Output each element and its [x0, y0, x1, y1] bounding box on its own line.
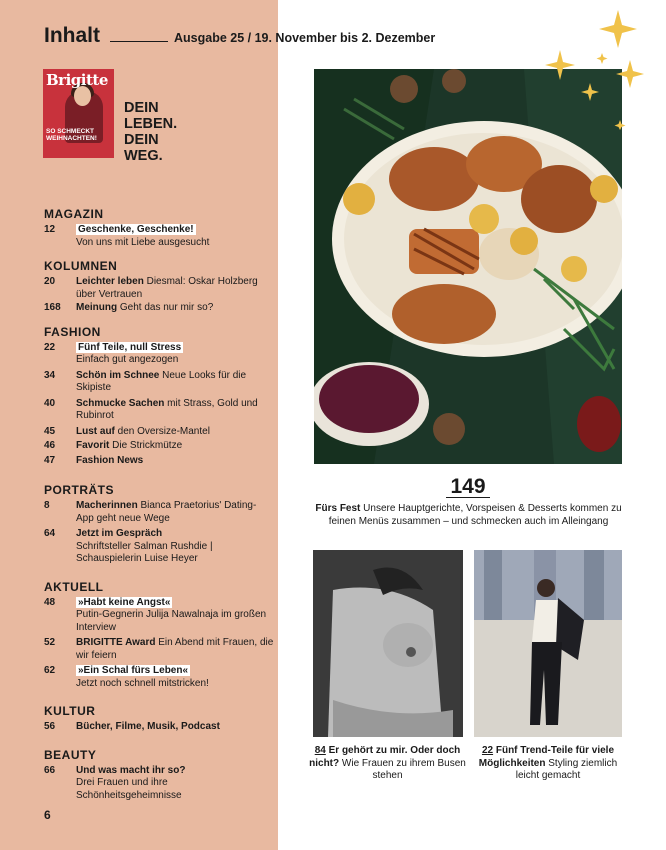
table-of-contents [44, 207, 274, 812]
entry-page: 45 [44, 425, 56, 437]
header-rule [110, 41, 168, 42]
slogan-line: LEBEN. [124, 115, 178, 132]
entry-text: Ein Abend mit Frauen, die wir feiern [76, 637, 274, 661]
entry-lead: Schön im Schnee [76, 369, 160, 381]
toc-entry[interactable] [44, 597, 274, 635]
entry-text: Diesmal: Oskar Holzberg über Vertrauen [76, 276, 258, 300]
entry-page: 66 [44, 764, 56, 776]
entry-text: Jetzt noch schnell mitstricken! [76, 677, 209, 689]
teaser-page: 22 [481, 745, 494, 756]
slogan-line: DEIN [124, 100, 159, 116]
section-title: KOLUMNEN [44, 259, 118, 273]
section-title: FASHION [44, 324, 101, 339]
entry-lead: Und was macht ihr so? [76, 764, 186, 776]
feature-description: Unsere Hauptgerichte, Vorspeisen & Desserts kommen zu feinen Menüs zusammen – und schmecken auch im Alleingang [328, 503, 622, 527]
toc-entry[interactable] [44, 302, 274, 315]
toc-entry[interactable] [44, 500, 274, 525]
entry-page: 46 [44, 440, 56, 451]
section-magazin [44, 207, 274, 249]
bw-photo-illustration [313, 550, 463, 737]
entry-page: 48 [44, 596, 56, 608]
toc-entry[interactable] [44, 370, 274, 395]
toc-entry[interactable] [44, 528, 274, 566]
entry-lead: Bücher, Filme, Musik, Podcast [76, 721, 220, 732]
page-number: 6 [44, 808, 51, 822]
teaser-text: Styling ziemlich leicht gemacht [515, 757, 618, 781]
section-title: AKTUELL [44, 579, 104, 594]
entry-lead: Jetzt im Gespräch [76, 528, 163, 539]
teaser-photo-portrait-bw[interactable] [313, 550, 463, 737]
section-aktuell [44, 580, 274, 691]
entry-page: 64 [44, 528, 56, 539]
page-header [44, 24, 464, 54]
entry-text: Neue Looks für die Skipiste [76, 369, 247, 393]
section-title: MAGAZIN [44, 207, 104, 221]
section-beauty [44, 748, 274, 803]
feature-page-number[interactable]: 149 [450, 475, 486, 498]
entry-lead: »Habt keine Angst« [78, 596, 171, 608]
entry-page: 34 [44, 369, 56, 381]
teaser-lead: Er gehört zu mir. Oder doch nicht? [309, 745, 461, 769]
feature-teaser[interactable] [306, 503, 631, 528]
slogan [124, 101, 177, 165]
section-kolumnen [44, 259, 274, 315]
issue-info: Ausgabe 25 / 19. November bis 2. Dezember [174, 31, 436, 45]
entry-text: Geht das nur mir so? [119, 302, 214, 313]
magazine-cover-thumbnail[interactable] [43, 69, 114, 158]
toc-entry[interactable] [44, 455, 274, 468]
entry-text: Einfach gut angezogen [76, 354, 179, 365]
toc-entry[interactable] [44, 637, 274, 662]
toc-entry[interactable] [44, 276, 274, 301]
slogan-line: DEIN [124, 131, 159, 148]
cover-model-face [74, 86, 91, 106]
entry-page: 40 [44, 397, 56, 409]
teaser-text: Wie Frauen zu ihrem Busen stehen [341, 757, 466, 781]
entry-lead: Schmucke Sachen [76, 397, 165, 409]
toc-entry[interactable] [44, 721, 274, 734]
entry-lead: Fashion News [76, 454, 144, 466]
page-title: Inhalt [44, 24, 100, 47]
entry-page: 22 [44, 341, 56, 353]
toc-entry[interactable] [44, 398, 274, 423]
entry-lead: Geschenke, Geschenke! [78, 224, 194, 235]
fashion-photo-illustration [474, 550, 622, 737]
toc-entry[interactable] [44, 426, 274, 439]
cover-headline: SO SCHMECKT WEIHNACHTEN! [46, 128, 97, 142]
toc-entry[interactable] [44, 224, 274, 249]
toc-entry[interactable] [44, 765, 274, 803]
entry-text: den Oversize-Mantel [117, 425, 210, 437]
entry-lead: »Ein Schal fürs Leben« [78, 665, 189, 676]
entry-text: Die Strickmütze [112, 440, 183, 451]
entry-page: 52 [44, 637, 56, 648]
entry-page: 8 [44, 500, 50, 511]
entry-text: Bianca Praetorius' Dating-App geht neue Wege [76, 500, 257, 524]
entry-lead: Meinung [76, 302, 118, 313]
entry-text: mit Strass, Gold und Rubinrot [76, 397, 258, 421]
slogan-line: WEG. [124, 147, 163, 164]
entry-lead: BRIGITTE Award [76, 637, 156, 648]
section-fashion [44, 325, 274, 468]
entry-page: 20 [44, 276, 56, 287]
entry-page: 47 [44, 454, 56, 466]
entry-lead: Lust auf [76, 425, 115, 437]
entry-lead: Macherinnen [76, 500, 138, 511]
toc-entry[interactable] [44, 440, 274, 453]
section-title: PORTRÄTS [44, 483, 114, 497]
teaser-page: 84 [314, 745, 326, 756]
entry-text: Von uns mit Liebe ausgesucht [76, 236, 210, 248]
teaser-lead: Fünf Trend-Teile für viele Möglichkeiten [478, 745, 615, 769]
toc-entry[interactable] [44, 342, 274, 367]
entry-page: 62 [44, 665, 56, 676]
entry-page: 56 [44, 721, 56, 732]
feature-number-underline [446, 497, 490, 498]
section-kultur [44, 704, 274, 734]
entry-lead: Leichter leben [76, 276, 144, 287]
entry-lead: Favorit [76, 440, 110, 451]
entry-page: 168 [44, 302, 61, 313]
entry-page: 12 [44, 224, 56, 235]
toc-entry[interactable] [44, 665, 274, 690]
decorative-stars-icon [540, 5, 660, 130]
entry-lead: Fünf Teile, null Stress [78, 341, 182, 353]
teaser-photo-fashion[interactable] [474, 550, 622, 737]
feature-lead: Fürs Fest [315, 503, 361, 514]
teaser-caption-22[interactable] [468, 745, 628, 783]
teaser-caption-84[interactable] [305, 745, 470, 783]
section-title: BEAUTY [44, 747, 97, 762]
entry-text: Schriftsteller Salman Rushdie | Schauspielerin Luise Heyer [76, 540, 213, 564]
entry-text: Drei Frauen und ihre Schönheitsgeheimnisse [76, 777, 182, 801]
section-portraets [44, 483, 274, 566]
section-title: KULTUR [44, 704, 96, 718]
entry-text: Putin-Gegnerin Julija Nawalnaja im großen Interview [76, 609, 267, 633]
cover-logo: Brigitte [46, 71, 108, 89]
